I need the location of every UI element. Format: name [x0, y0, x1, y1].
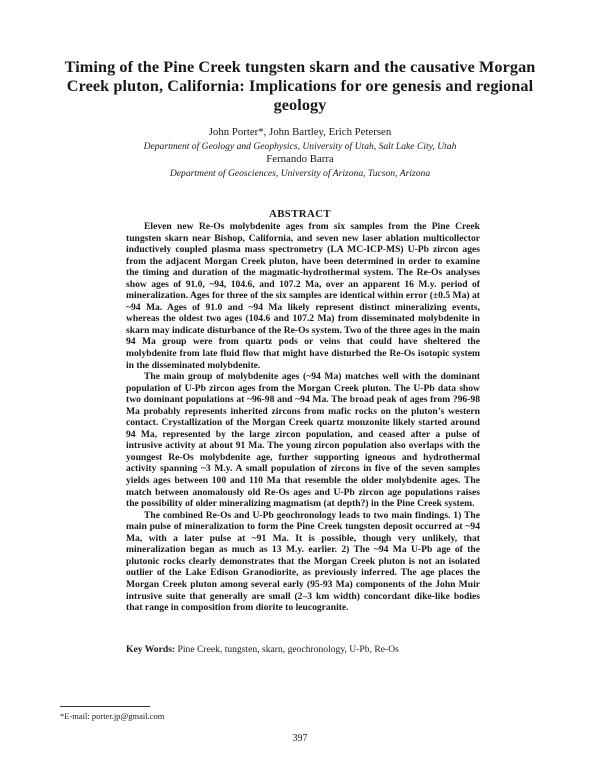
- abstract-paragraph: The combined Re-Os and U-Pb geochronology leads to two main findings. 1) The main pulse of mineralization to form the Pine Creek tungsten deposit occurred at ~94 Ma, with a later pulse at ~91 Ma. It is possible, though very unlikely, that mineralization began as much as 13 M.y. earlier. 2) The ~94 Ma U-Pb age of the plutonic rocks clearly demonstrates that the Morgan Creek pluton is not an isolated outlier of the Lake Edison Granodiorite, as previously inferred. The age places the Morgan Creek pluton among several early (95-93 Ma) components of the John Muir intrusive suite that generally are small (2–3 km width) concordant dike-like bodies that range in composition from diorite to leucogranite.: [126, 509, 480, 614]
- authors-primary: John Porter*, John Bartley, Erich Petersen: [208, 126, 392, 138]
- footnote-divider: [60, 706, 150, 707]
- keywords-text: Pine Creek, tungsten, skarn, geochronology, U-Pb, Re-Os: [177, 644, 399, 655]
- affiliation-utah: Department of Geology and Geophysics, University of Utah, Salt Lake City, Utah: [143, 140, 457, 152]
- paper-title: Timing of the Pine Creek tungsten skarn and the causative Morgan Creek pluton, California: Implications for ore genesis and regional geology: [64, 58, 536, 114]
- page-number: 397: [292, 733, 308, 744]
- keywords: [126, 644, 480, 655]
- author-block: [60, 126, 540, 180]
- abstract-paragraph: The main group of molybdenite ages (~94 Ma) matches well with the dominant population of U-Pb zircon ages from the Morgan Creek pluton. The U-Pb data show two dominant populations at ~96-98 and ~94 Ma. The broad peak of ages from ?96-98 Ma probably represents inherited zircons from mafic rocks on the pluton’s western contact. Crystallization of the Morgan Creek quartz monzonite likely started around 94 Ma, represented by the large zircon population, and ceased after a pulse of intrusive activity at about 91 Ma. The young zircon population also overlaps with the youngest Re-Os molybdenite age, further supporting igneous and hydrothermal activity spanning ~3 M.y. A small population of zircons in five of the seven samples yields ages between 100 and 110 Ma that resemble the older molybdenite ages. The match between anomalously old Re-Os ages and U-Pb zircon age populations raises the possibility of older mineralizing magmatism (at depth?) in the Pine Creek system.: [126, 371, 480, 510]
- authors-secondary: Fernando Barra: [266, 153, 334, 165]
- abstract-heading: ABSTRACT: [269, 208, 331, 220]
- footnote-email: *E-mail: porter.jp@gmail.com: [60, 711, 165, 721]
- affiliation-arizona: Department of Geosciences, University of Arizona, Tucson, Arizona: [169, 167, 431, 179]
- abstract-body: [126, 221, 480, 614]
- keywords-label: Key Words:: [126, 644, 176, 655]
- abstract-paragraph: Eleven new Re-Os molybdenite ages from six samples from the Pine Creek tungsten skarn near Bishop, California, and seven new laser ablation multicollector inductively coupled plasma mass spectrometry (LA MC-ICP-MS) U-Pb zircon ages from the adjacent Morgan Creek pluton, have been determined in order to examine the timing and duration of the magmatic-hydrothermal system. The Re-Os analyses show ages of 91.0, ~94, 104.6, and 107.2 Ma, over an apparent 16 M.y. period of mineralization. Ages for three of the six samples are identical within error (±0.5 Ma) at ~94 Ma. Ages of 91.0 and ~94 Ma likely represent distinct mineralizing events, whereas the oldest two ages (104.6 and 107.2 Ma) from disseminated molybdenite in skarn may indicate disturbance of the Re-Os system. Two of the three ages in the main 94 Ma group were from quartz pods or veins that could have sheltered the molybdenite from late fluid flow that might have disturbed the Re-Os isotopic system in the disseminated molybdenite.: [126, 221, 480, 371]
